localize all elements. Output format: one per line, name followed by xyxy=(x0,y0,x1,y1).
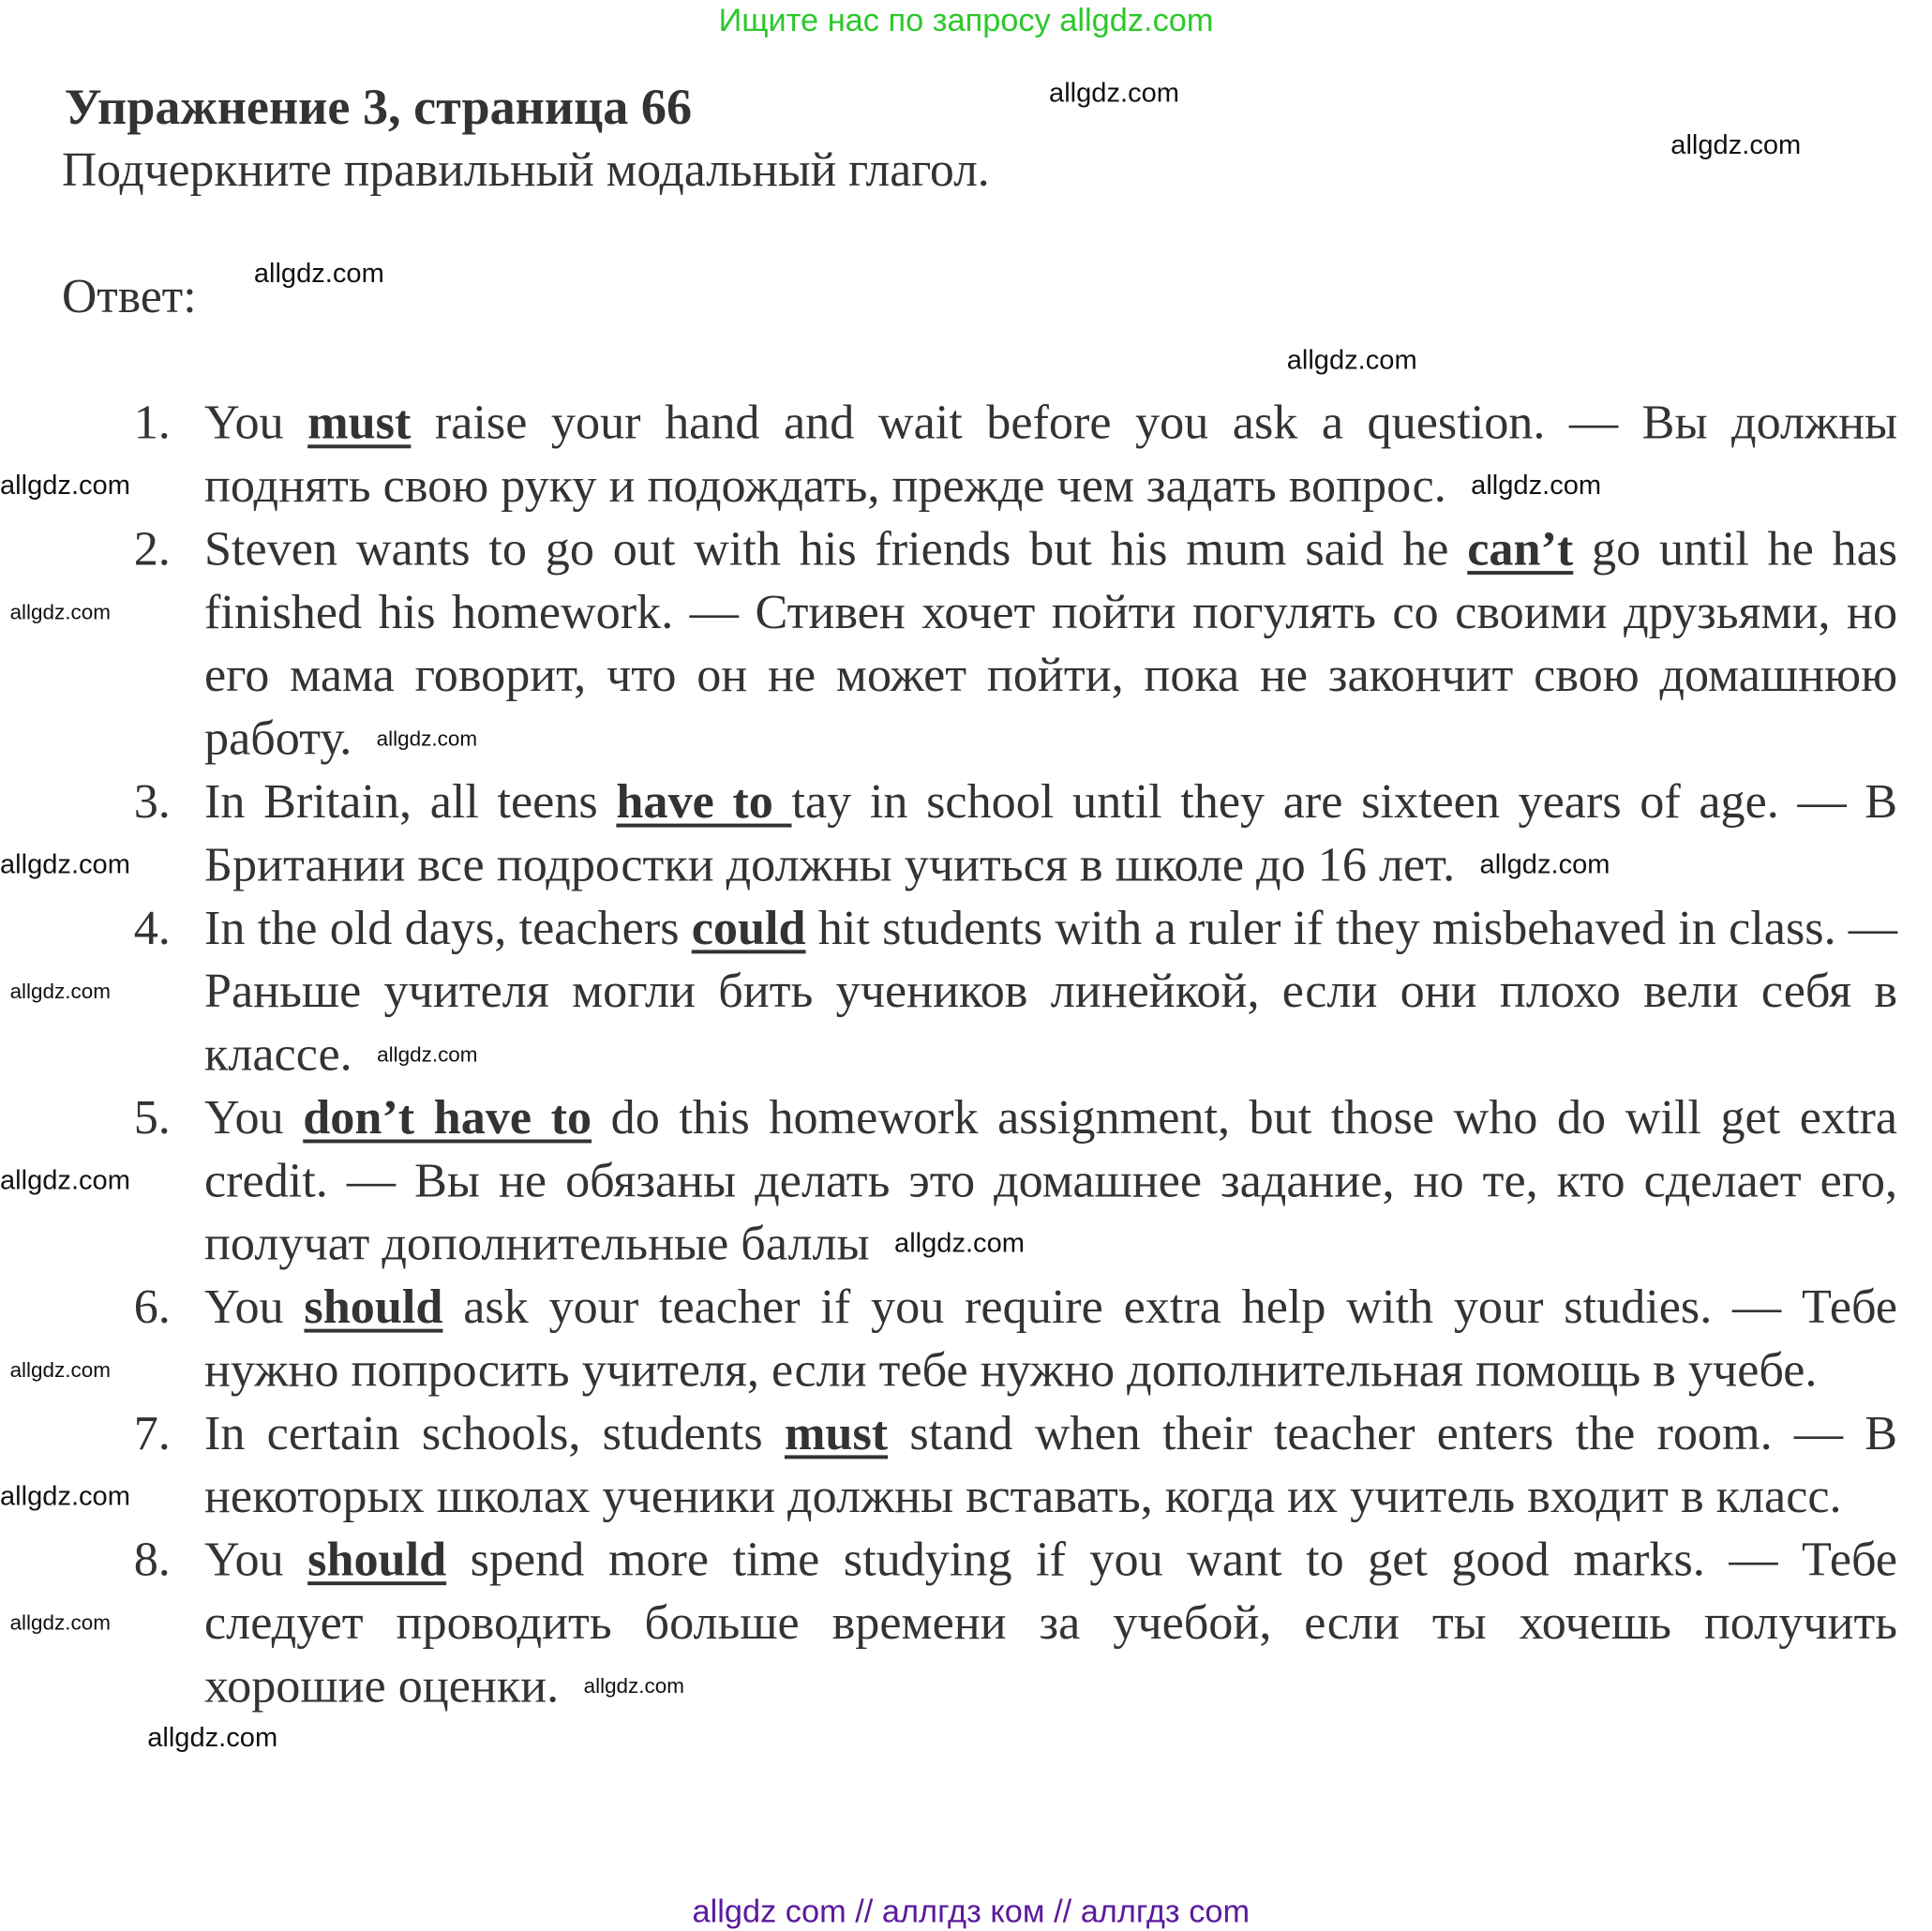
item-number: 3. xyxy=(133,773,171,829)
watermark-text: allgdz.com xyxy=(0,1479,130,1511)
sentence-start: You xyxy=(203,1279,305,1334)
sentence-start: You xyxy=(203,395,308,450)
item-number: 7. xyxy=(133,1405,171,1460)
underlined-modal-verb: must xyxy=(784,1405,889,1460)
underlined-modal-verb: should xyxy=(304,1279,443,1334)
sentence-start: In the old days, teachers xyxy=(203,900,692,955)
item-number: 6. xyxy=(133,1279,171,1334)
sentence-rest: ask your teacher if you require extra help with your studies. — Тебе нужно попросить учителя, если тебе нужно дополнительная помощь в учебе. xyxy=(203,1279,1898,1398)
sentence-start: You xyxy=(203,1532,308,1587)
watermark-text: allgdz.com xyxy=(0,1163,130,1195)
sentence-rest: do this homework assignment, but those who do will get extra credit. — Вы не обязаны делать это домашнее задание, но те, кто сделает его, получат дополнительные баллы xyxy=(203,1089,1898,1271)
watermark-text: allgdz.com xyxy=(1471,469,1602,501)
watermark-text: allgdz.com xyxy=(9,1357,111,1382)
sentence-start: In certain schools, students xyxy=(203,1405,785,1460)
watermark-text: allgdz.com xyxy=(147,1721,278,1753)
watermark-text: allgdz.com xyxy=(1049,76,1179,108)
list-item xyxy=(124,771,1897,897)
list-item xyxy=(124,1402,1897,1529)
watermark-text: allgdz.com xyxy=(253,257,384,289)
list-item xyxy=(124,1528,1897,1717)
item-number: 1. xyxy=(133,395,171,450)
sentence-rest: raise your hand and wait before you ask a question. — Вы должны поднять свою руку и подождать, прежде чем задать вопрос. xyxy=(203,395,1898,513)
watermark-text: allgdz.com xyxy=(583,1673,684,1698)
sentence-rest: go until he has finished his homework. — Стивен хочет пойти погулять со своими друзьями, но его мама говорит, что он не может пойти, пока не закончит свою домашнюю работу. xyxy=(203,521,1898,766)
sentence-start: You xyxy=(203,1089,304,1145)
list-item xyxy=(124,391,1897,517)
answer-label: Ответ: xyxy=(62,270,197,323)
sentence-rest: hit students with a ruler if they misbehaved in class. — Раньше учителя могли бить учеников линейкой, если они плохо вели себя в классе. xyxy=(203,900,1898,1082)
underlined-modal-verb: must xyxy=(307,395,412,450)
underlined-modal-verb: could xyxy=(691,900,806,955)
watermark-text: allgdz.com xyxy=(1479,848,1610,880)
watermark-text: allgdz.com xyxy=(1286,344,1417,376)
underlined-modal-verb: have to xyxy=(616,773,792,829)
bottom-banner-link[interactable]: allgdz com // аллгдз ком // аллгдз com xyxy=(692,1892,1251,1930)
watermark-text: allgdz.com xyxy=(9,600,111,624)
top-banner-link[interactable]: Ищите нас по запросу allgdz.com xyxy=(718,1,1214,38)
page-title: Упражнение 3, страница 66 xyxy=(64,78,693,136)
watermark-text: allgdz.com xyxy=(377,1041,478,1066)
watermark-text: allgdz.com xyxy=(1670,128,1802,160)
watermark-text: allgdz.com xyxy=(894,1227,1025,1259)
underlined-modal-verb: can’t xyxy=(1467,521,1574,576)
item-number: 5. xyxy=(133,1089,171,1145)
watermark-text: allgdz.com xyxy=(9,1610,111,1635)
watermark-text: allgdz.com xyxy=(0,848,130,880)
watermark-text: allgdz.com xyxy=(9,979,111,1003)
sentence-start: Steven wants to go out with his friends but his mum said he xyxy=(203,521,1468,576)
sentence-rest: tay in school until they are sixteen years of age. — В Британии все подростки должны учиться в школе до 16 лет. xyxy=(203,773,1898,892)
item-number: 8. xyxy=(133,1532,171,1587)
sentence-start: In Britain, all teens xyxy=(203,773,617,829)
sentence-rest: stand when their teacher enters the room. — В некоторых школах ученики должны вставать, когда их учитель входит в класс. xyxy=(203,1405,1898,1524)
item-number: 4. xyxy=(133,900,171,955)
watermark-text: allgdz.com xyxy=(0,469,130,501)
underlined-modal-verb: don’t have to xyxy=(303,1089,592,1145)
watermark-text: allgdz.com xyxy=(376,726,478,750)
underlined-modal-verb: should xyxy=(307,1532,447,1587)
sentence-rest: spend more time studying if you want to get good marks. — Тебе следует проводить больше времени за учебой, если ты хочешь получить хорошие оценки. xyxy=(203,1532,1898,1714)
item-number: 2. xyxy=(133,521,171,576)
list-item xyxy=(124,1276,1897,1402)
task-instruction: Подчеркните правильный модальный глагол. xyxy=(62,143,990,198)
